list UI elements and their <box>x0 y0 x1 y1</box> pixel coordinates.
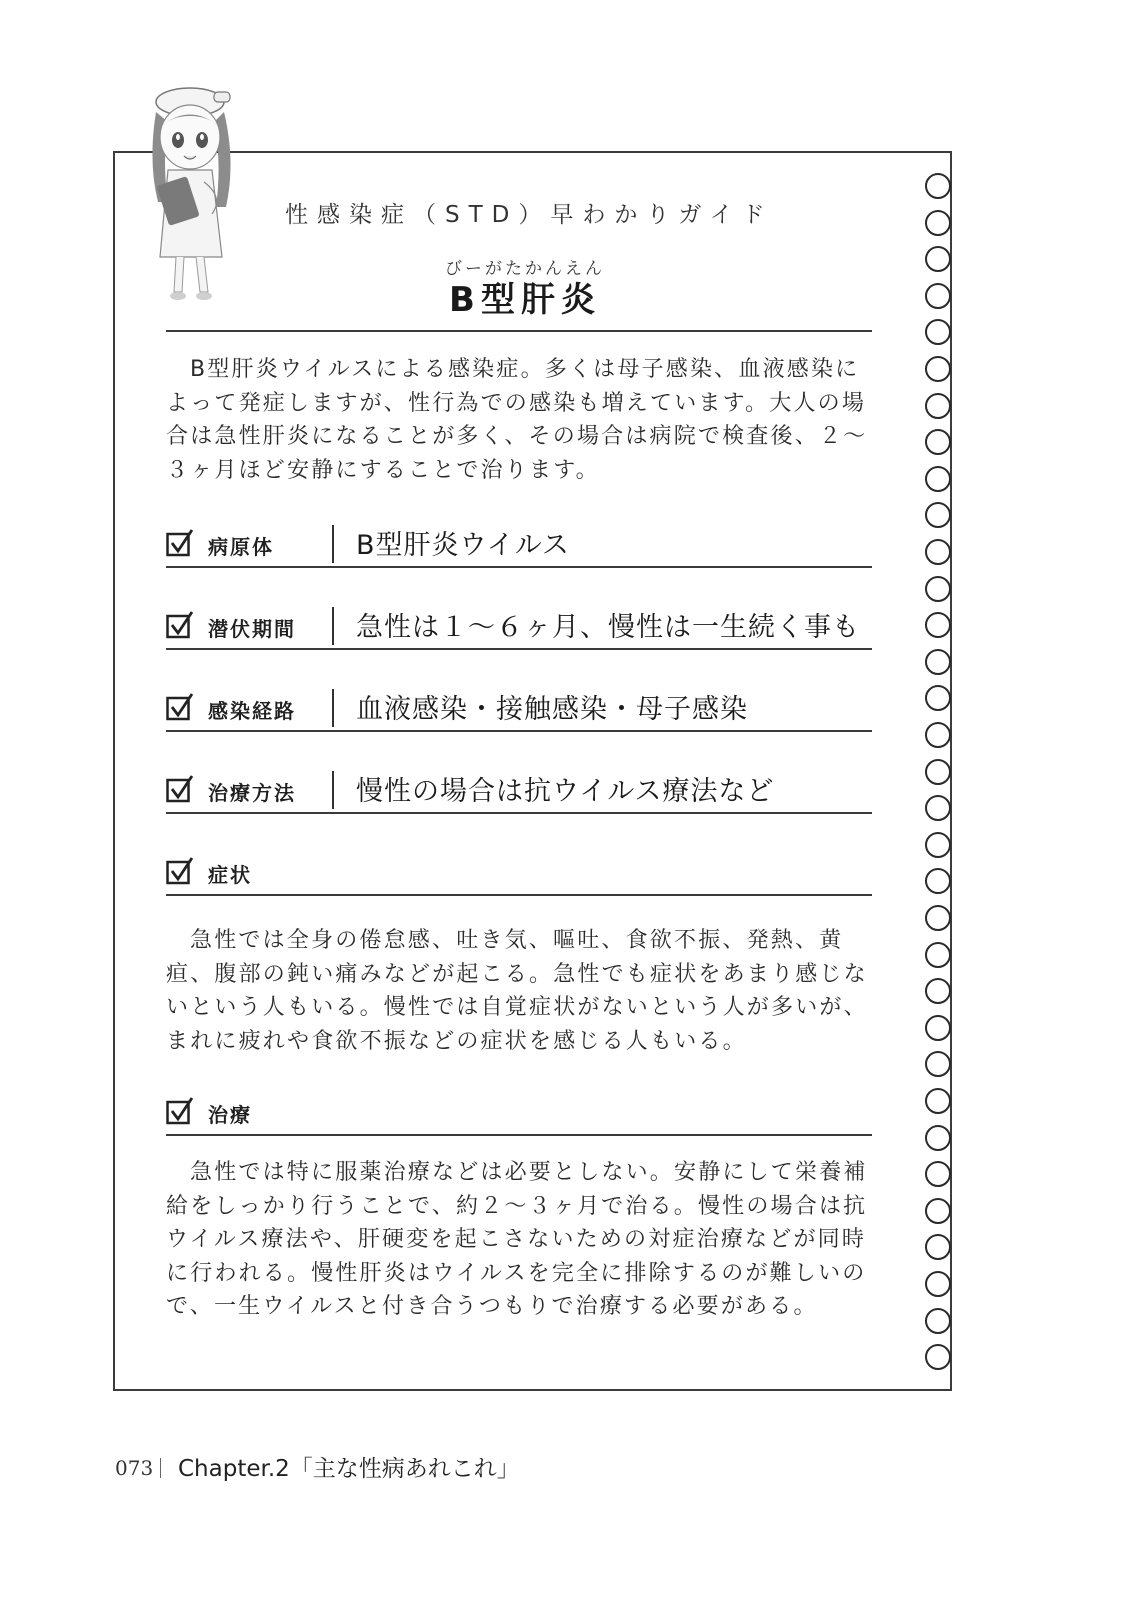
binder-ring-icon <box>925 1015 951 1041</box>
symptoms-heading: 症状 <box>208 863 252 887</box>
row-divider <box>166 566 872 568</box>
binder-ring-icon <box>925 466 951 492</box>
fact-label: 病原体 <box>208 535 274 559</box>
binder-ring-icon <box>925 246 951 272</box>
fact-value: 血液感染・接触感染・母子感染 <box>356 694 748 725</box>
binder-ring-icon <box>925 210 951 236</box>
binder-ring-icon <box>925 1198 951 1224</box>
binder-ring-icon <box>925 393 951 419</box>
treatment-paragraph: 急性では特に服薬治療などは必要としない。安静にして栄養補給をしっかり行うことで、約２〜３ヶ月で治る。慢性の場合は抗ウイルス療法や、肝硬変を起こさないための対症治療などが同時に行われる。慢性肝炎はウイルスを完全に排除するのが難しいので、一生ウイルスと付き合うつもりで治療する必要がある。 <box>166 1160 868 1319</box>
guide-title: 性感染症（STD）早わかりガイド <box>285 202 774 228</box>
checkbox-icon <box>166 857 194 885</box>
checkbox-icon <box>166 1097 194 1125</box>
fact-separator <box>332 525 334 563</box>
chapter-title: Chapter.2「主な性病あれこれ」 <box>178 1456 520 1482</box>
binder-ring-icon <box>925 905 951 931</box>
page-number: 073 <box>115 1456 154 1480</box>
binder-ring-icon <box>925 612 951 638</box>
binder-ring-icon <box>925 1088 951 1114</box>
binder-ring-icon <box>925 283 951 309</box>
section-divider <box>166 1134 872 1136</box>
fact-label: 治療方法 <box>208 781 296 805</box>
checkbox-icon <box>166 693 194 721</box>
fact-row-incubation <box>166 605 872 665</box>
binder-ring-icon <box>925 795 951 821</box>
symptoms-paragraph: 急性では全身の倦怠感、吐き気、嘔吐、食欲不振、発熱、黄疸、腹部の鈍い痛みなどが起こる。急性でも症状をあまり感じないという人もいる。慢性では自覚症状がないという人が多いが、まれに疲れや食欲不振などの症状を感じる人もいる。 <box>166 928 868 1054</box>
binder-ring-icon <box>925 576 951 602</box>
binder-ring-icon <box>925 429 951 455</box>
row-divider <box>166 648 872 650</box>
binder-ring-icon <box>925 1125 951 1151</box>
title-divider <box>166 330 872 332</box>
binder-ring-icon <box>925 832 951 858</box>
section-divider <box>166 894 872 896</box>
fact-row-pathogen <box>166 523 872 583</box>
row-divider <box>166 730 872 732</box>
binder-ring-icon <box>925 942 951 968</box>
treatment-heading: 治療 <box>208 1103 252 1127</box>
fact-separator <box>332 771 334 809</box>
page-title: B型肝炎 <box>449 280 601 320</box>
fact-label: 感染経路 <box>208 699 296 723</box>
fact-row-treatment-method <box>166 769 872 829</box>
binder-ring-icon <box>925 173 951 199</box>
treatment-heading-row <box>166 1091 872 1151</box>
checkbox-icon <box>166 775 194 803</box>
binder-ring-icon <box>925 1271 951 1297</box>
nurse-mascot-icon <box>138 82 248 312</box>
fact-separator <box>332 607 334 645</box>
binder-ring-icon <box>925 722 951 748</box>
binder-ring-icon <box>925 356 951 382</box>
row-divider <box>166 812 872 814</box>
binder-ring-icon <box>925 759 951 785</box>
fact-value: 急性は１〜６ヶ月、慢性は一生続く事も <box>356 612 860 643</box>
fact-value: 慢性の場合は抗ウイルス療法など <box>356 776 775 807</box>
binder-ring-icon <box>925 539 951 565</box>
binder-ring-icon <box>925 978 951 1004</box>
fact-row-route <box>166 687 872 747</box>
symptoms-heading-row <box>166 851 872 911</box>
fact-value: B型肝炎ウイルス <box>356 530 570 561</box>
binder-ring-icon <box>925 1344 951 1370</box>
binder-ring-icon <box>925 1308 951 1334</box>
checkbox-icon <box>166 529 194 557</box>
title-ruby: びーがたかんえん <box>445 259 605 279</box>
footer-separator <box>160 1458 161 1478</box>
checkbox-icon <box>166 611 194 639</box>
fact-label: 潜伏期間 <box>208 617 296 641</box>
binder-ring-icon <box>925 649 951 675</box>
intro-paragraph: B型肝炎ウイルスによる感染症。多くは母子感染、血液感染によって発症しますが、性行為での感染も増えています。大人の場合は急性肝炎になることが多く、その場合は病院で検査後、２〜３ヶ月ほど安静にすることで治ります。 <box>166 357 868 483</box>
fact-separator <box>332 689 334 727</box>
binder-ring-icon <box>925 1161 951 1187</box>
